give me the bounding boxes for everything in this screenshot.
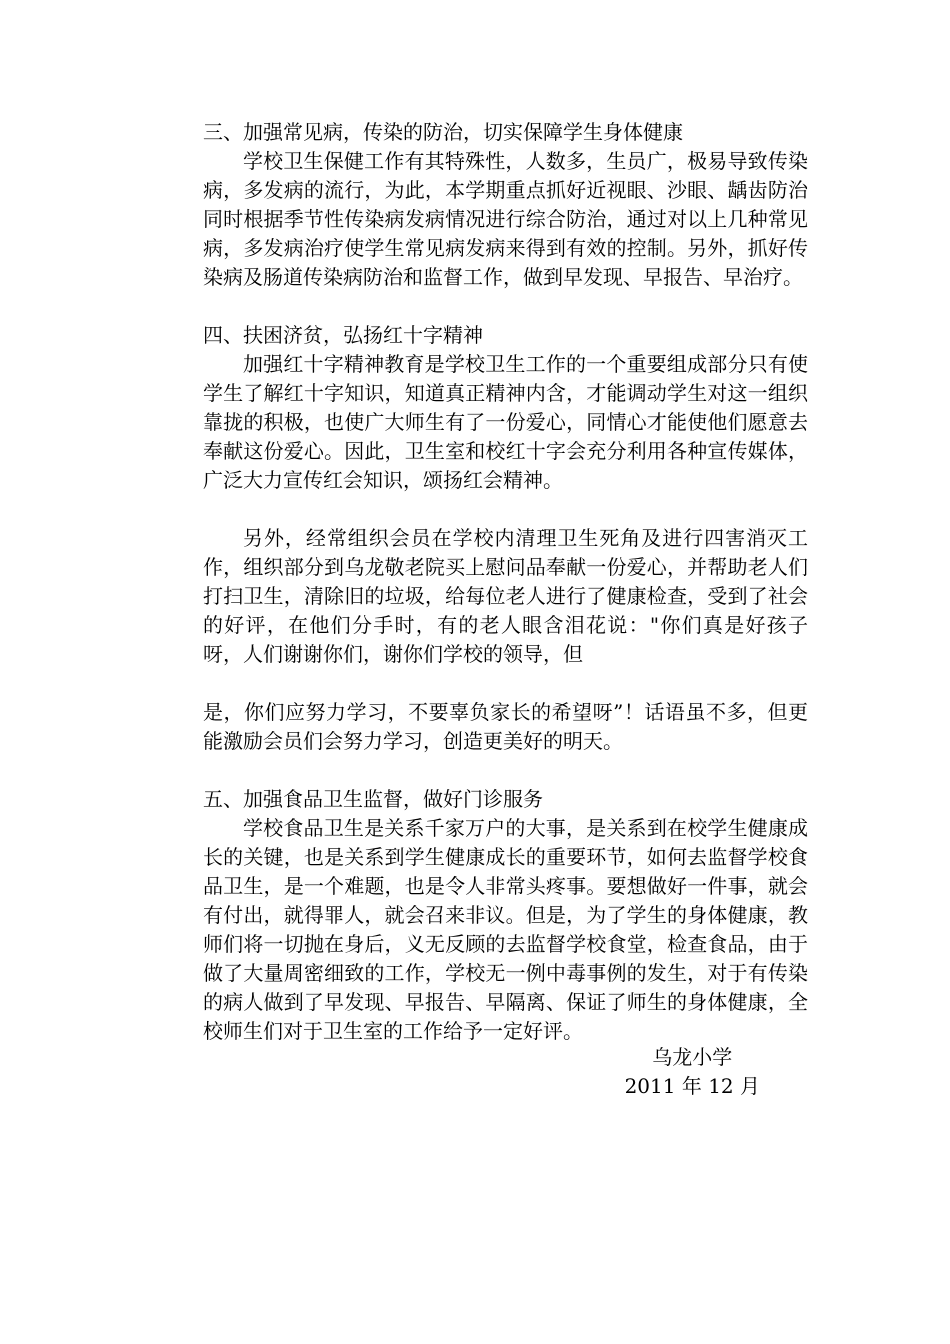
paragraph-spacer [203,292,808,321]
signature-date: 2011 年 12 月 [624,1074,760,1098]
paragraph-spacer [203,669,808,698]
section-5-paragraph-1: 学校食品卫生是关系千家万户的大事，是关系到在校学生健康成长的关键，也是关系到学生健康成长的重要环节，如何去监督学校食品卫生，是一个难题，也是令人非常头疼事。要想做好一件事，就会有付出，就得罪人，就会召来非议。但是，为了学生的身体健康，教师们将一切抛在身后，义无反顾的去监督学校食堂，检查食品，由于做了大量周密细致的工作，学校无一例中毒事例的发生，对于有传染的病人做到了早发现、早报告、早隔离、保证了师生的身体健康，全校师生们对于卫生室的工作给予一定好评。 [203,816,808,1043]
document-body [203,118,808,1046]
section-4-paragraph-1: 加强红十字精神教育是学校卫生工作的一个重要组成部分只有使学生了解红十字知识，知道真正精神内含，才能调动学生对这一组织靠拢的积极，也使广大师生有了一份爱心，同情心才能使他们愿意去奉献这份爱心。因此，卫生室和校红十字会充分利用各种宣传媒体，广泛大力宣传红会知识，颂扬红会精神。 [203,352,808,492]
signature-block [625,1043,760,1101]
section-3-paragraph-1: 学校卫生保健工作有其特殊性，人数多，生员广，极易导致传染病，多发病的流行，为此，本学期重点抓好近视眼、沙眼、龋齿防治同时根据季节性传染病发病情况进行综合防治，通过对以上几种常见病，多发病治疗使学生常见病发病来得到有效的控制。另外，抓好传染病及肠道传染病防治和监督工作，做到早发现、早报告、早治疗。 [203,149,808,289]
section-heading-5: 五、加强食品卫生监督，做好门诊服务 [203,787,543,811]
signature-org: 乌龙小学 [652,1045,733,1069]
section-heading-4: 四、扶困济贫，弘扬红十字精神 [203,323,483,347]
section-4-paragraph-3: 是，你们应努力学习，不要辜负家长的希望呀”！话语虽不多，但更能激励会员们会努力学习，创造更美好的明天。 [203,700,808,753]
section-4-paragraph-2: 另外，经常组织会员在学校内清理卫生死角及进行四害消灭工作，组织部分到乌龙敬老院买上慰问品奉献一份爱心，并帮助老人们打扫卫生，清除旧的垃圾，给每位老人进行了健康检查，受到了社会的好评，在他们分手时，有的老人眼含泪花说："你们真是好孩子呀，人们谢谢你们，谢你们学校的领导，但 [203,526,808,666]
paragraph-spacer [203,756,808,785]
paragraph-spacer [203,495,808,524]
section-heading-3: 三、加强常见病，传染的防治，切实保障学生身体健康 [203,120,683,144]
